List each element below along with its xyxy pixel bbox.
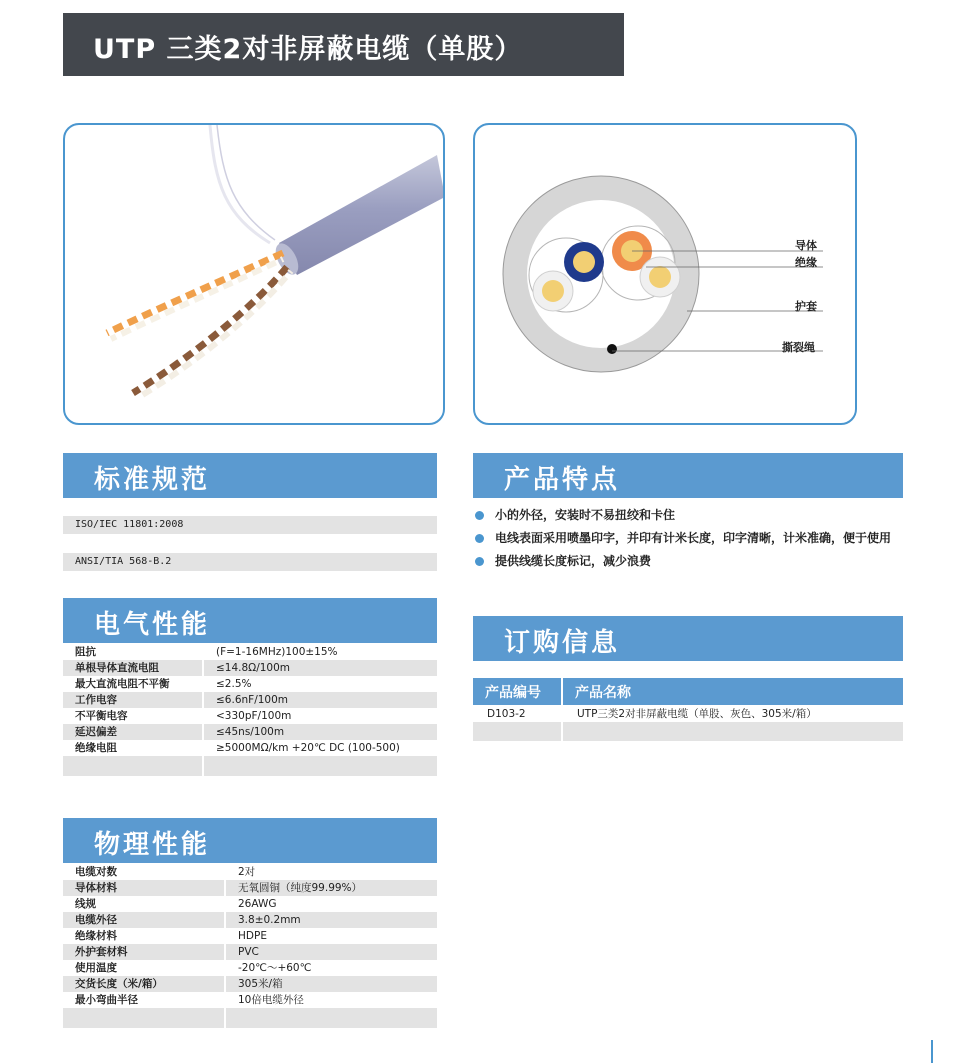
- spec-value: -20℃～+60℃: [225, 960, 437, 976]
- table-row: [63, 960, 437, 976]
- spec-value: HDPE: [225, 928, 437, 944]
- cable-photo-frame: [63, 123, 445, 425]
- label-ripcord: 撕裂绳: [782, 341, 815, 354]
- physical-heading: [63, 818, 437, 863]
- table-row: [63, 976, 437, 992]
- standard-item: [63, 553, 437, 571]
- table-row-empty: [63, 1008, 437, 1028]
- spec-value: ≤45ns/100m: [203, 724, 437, 740]
- spec-value: ≥5000MΩ/km +20℃ DC (100-500): [203, 740, 437, 756]
- spec-name: 使用温度: [63, 960, 225, 976]
- spec-name: 线规: [63, 896, 225, 912]
- table-row: [63, 880, 437, 896]
- table-row: [63, 992, 437, 1008]
- table-row-empty: [63, 756, 437, 776]
- spec-value: <330pF/100m: [203, 708, 437, 724]
- spec-value: PVC: [225, 944, 437, 960]
- table-row: [63, 944, 437, 960]
- standards-heading-text: 标准规范: [94, 465, 211, 495]
- spec-value: 无氧圆铜（纯度99.99%）: [225, 880, 437, 896]
- label-conductor: 导体: [795, 239, 817, 252]
- spec-value: (F=1-16MHz)100±15%: [203, 644, 437, 660]
- spec-name: 最大直流电阻不平衡: [63, 676, 203, 692]
- cross-section-diagram: [475, 125, 855, 423]
- spec-value: 3.8±0.2mm: [225, 912, 437, 928]
- features-list: [475, 504, 903, 573]
- spec-name: 不平衡电容: [63, 708, 203, 724]
- ordering-table: [473, 678, 903, 741]
- table-row: [63, 708, 437, 724]
- table-row: [63, 724, 437, 740]
- spec-name: 电缆外径: [63, 912, 225, 928]
- bullet-icon: [475, 511, 484, 520]
- table-row: [63, 676, 437, 692]
- table-row: [63, 660, 437, 676]
- page-edge-mark: [931, 1040, 933, 1063]
- standard-item-text: ISO/IEC 11801:2008: [75, 519, 184, 530]
- spec-value: ≤6.6nF/100m: [203, 692, 437, 708]
- spec-name: 外护套材料: [63, 944, 225, 960]
- page-title-bar: [63, 13, 624, 76]
- features-heading-text: 产品特点: [504, 465, 621, 495]
- bullet-icon: [475, 557, 484, 566]
- physical-heading-text: 物理性能: [94, 830, 211, 860]
- physical-table: [63, 864, 437, 1028]
- product-name: UTP三类2对非屏蔽电缆（单股、灰色、305米/箱）: [562, 705, 903, 722]
- standards-heading: [63, 453, 437, 498]
- table-row: [63, 692, 437, 708]
- spec-name: 绝缘电阻: [63, 740, 203, 756]
- label-jacket: 护套: [795, 300, 817, 313]
- table-row: [63, 644, 437, 660]
- spec-name: 交货长度（米/箱）: [63, 976, 225, 992]
- spec-name: 阻抗: [63, 644, 203, 660]
- feature-text: 小的外径，安装时不易扭绞和卡住: [495, 508, 676, 522]
- spec-name: 电缆对数: [63, 864, 225, 880]
- label-insulation: 绝缘: [795, 256, 817, 269]
- spec-name: 单根导体直流电阻: [63, 660, 203, 676]
- spec-name: 导体材料: [63, 880, 225, 896]
- table-row: [63, 928, 437, 944]
- cross-section-frame: [473, 123, 857, 425]
- ordering-heading: [473, 616, 903, 661]
- spec-value: 2对: [225, 864, 437, 880]
- spec-name: 最小弯曲半径: [63, 992, 225, 1008]
- electrical-table: [63, 644, 437, 776]
- table-row: [63, 912, 437, 928]
- spec-name: 延迟偏差: [63, 724, 203, 740]
- feature-text: 提供线缆长度标记，减少浪费: [495, 554, 652, 568]
- features-heading: [473, 453, 903, 498]
- table-row: [63, 864, 437, 880]
- cable-photo: [65, 125, 443, 423]
- spec-name: 工作电容: [63, 692, 203, 708]
- spec-value: 26AWG: [225, 896, 437, 912]
- spec-value: ≤14.8Ω/100m: [203, 660, 437, 676]
- page-title: UTP 三类2对非屏蔽电缆（单股）: [93, 34, 523, 65]
- standard-item: [63, 516, 437, 534]
- electrical-heading: [63, 598, 437, 643]
- standard-item-text: ANSI/TIA 568-B.2: [75, 556, 172, 567]
- feature-text: 电线表面采用喷墨印字，并印有计米长度，印字清晰，计米准确，便于使用: [495, 531, 892, 545]
- column-header-code: 产品编号: [473, 678, 562, 705]
- table-header-row: [473, 678, 903, 705]
- spec-value: ≤2.5%: [203, 676, 437, 692]
- electrical-heading-text: 电气性能: [94, 610, 211, 640]
- table-row: [63, 896, 437, 912]
- list-item: [475, 527, 903, 550]
- product-code: D103-2: [487, 707, 526, 720]
- spec-name: 绝缘材料: [63, 928, 225, 944]
- ripcord-dot: [607, 344, 617, 354]
- spec-value: 305米/箱: [225, 976, 437, 992]
- ordering-heading-text: 订购信息: [504, 628, 621, 658]
- table-row-empty: [473, 722, 903, 741]
- list-item: [475, 550, 903, 573]
- list-item: [475, 504, 903, 527]
- spec-value: 10倍电缆外径: [225, 992, 437, 1008]
- column-header-name: 产品名称: [562, 678, 903, 705]
- bullet-icon: [475, 534, 484, 543]
- table-row: [63, 740, 437, 756]
- table-row: [473, 705, 903, 722]
